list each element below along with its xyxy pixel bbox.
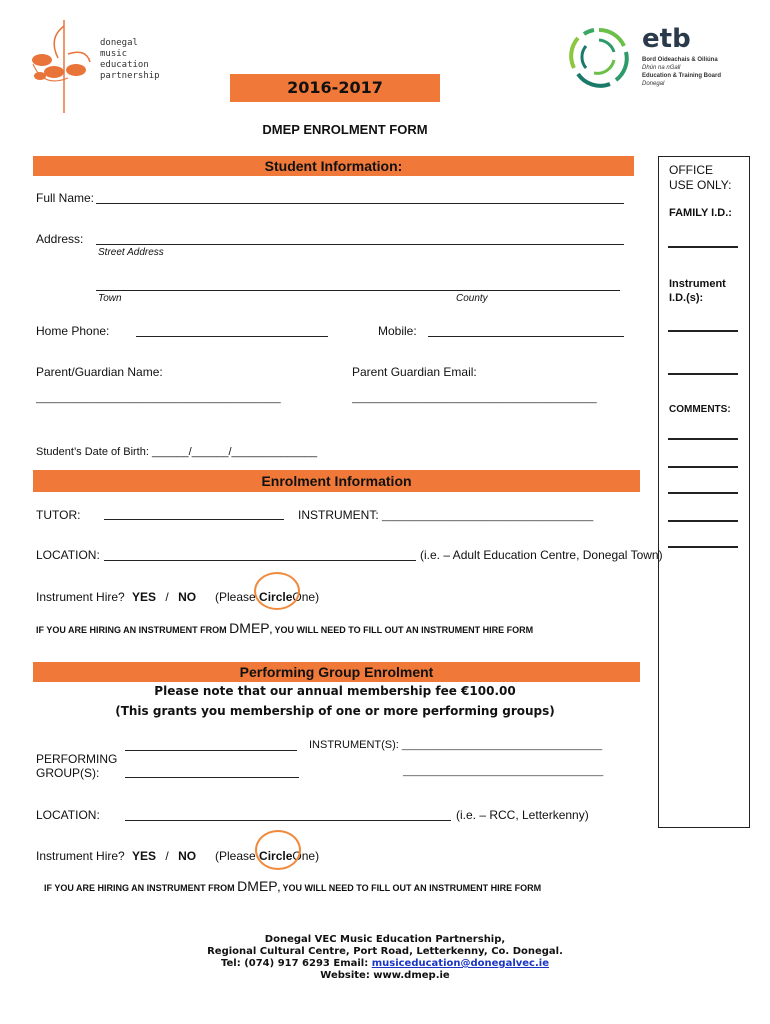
instrument-label-text: INSTRUMENT: [298, 508, 382, 522]
notice-post: , YOU WILL NEED TO FILL OUT AN INSTRUMENT HIRE FORM [269, 625, 534, 635]
etb-subtext [642, 56, 721, 88]
performing-location-hint: (i.e. – RCC, Letterkenny) [456, 808, 589, 822]
footer-email-link[interactable]: musiceducation@donegalvec.ie [371, 958, 549, 969]
parent-email-label: Parent Guardian Email: [352, 365, 477, 379]
hire-yes-option[interactable]: YES [132, 590, 157, 604]
home-phone-field[interactable] [136, 336, 328, 337]
grant-note: (This grants you membership of one or more performing groups) [115, 704, 555, 718]
form-title: DMEP ENROLMENT FORM [262, 122, 428, 137]
dmep-logo-graphic [28, 18, 98, 118]
notice-pre-2: IF YOU ARE HIRING AN INSTRUMENT FROM [44, 883, 238, 893]
circle-word-2: Circle [259, 849, 293, 863]
location-field[interactable] [104, 560, 416, 561]
circle-word: Circle [259, 590, 293, 604]
logo-line-1: donegal [100, 38, 138, 48]
performing-group-field-1[interactable] [125, 750, 297, 751]
tutor-field[interactable] [104, 519, 284, 520]
hire-yes-option-2[interactable]: YES [132, 849, 157, 863]
enrolment-info-header [30, 470, 640, 492]
hire-label-2: Instrument Hire? [36, 849, 125, 863]
family-id-field[interactable] [668, 246, 738, 248]
street-address-label: Street Address [98, 247, 164, 258]
hire-slash: / [165, 590, 169, 604]
hire-notice [36, 620, 533, 636]
family-id-label: FAMILY I.D.: [669, 207, 732, 219]
street-address-field[interactable] [96, 244, 624, 245]
instrument-field[interactable]: ______________________________________ [382, 511, 594, 522]
performing-label-2: GROUP(S): [36, 766, 100, 780]
town-label: Town [98, 293, 122, 304]
student-info-header [30, 156, 634, 176]
instrument-id-field-1[interactable] [668, 330, 738, 332]
footer-line-4: Website: www.dmep.ie [320, 970, 450, 981]
office-use-title: OFFICE USE ONLY: [669, 163, 732, 192]
dob-field[interactable]: Student’s Date of Birth: ______/______/______________ [36, 446, 318, 458]
hire-slash-2: / [165, 849, 169, 863]
county-label: County [456, 293, 488, 304]
logo-line-2: music [100, 49, 128, 59]
enrolment-info-title: Enrolment Information [261, 473, 412, 489]
address-label: Address: [36, 232, 84, 246]
orange-circle-mark [254, 572, 300, 610]
logo-line-4: partnership [100, 71, 160, 81]
tutor-label: TUTOR: [36, 508, 81, 522]
etb-swirl-icon [566, 24, 632, 90]
instrument-hire-question-2 [36, 849, 196, 863]
performing-group-header [30, 662, 640, 682]
logo-line-3: education [100, 60, 149, 70]
etb-line-1: Bord Oideachais & Oiliúna [642, 57, 718, 63]
mobile-field[interactable] [428, 336, 624, 337]
parent-name-field[interactable]: ____________________________________________ [36, 393, 281, 404]
instrument-id-label: Instrument I.D.(s): [669, 278, 726, 304]
notice-pre: IF YOU ARE HIRING AN INSTRUMENT FROM [36, 625, 230, 635]
instrument-id-field-2[interactable] [668, 373, 738, 375]
student-info-title: Student Information: [264, 158, 403, 174]
hire-no-option[interactable]: NO [178, 590, 197, 604]
comments-line-5[interactable] [668, 546, 738, 548]
location-label: LOCATION: [36, 548, 100, 562]
notice-dmep-2: DMEP [237, 878, 278, 894]
town-county-field[interactable] [96, 290, 620, 291]
instruments-field-1[interactable]: ________________________________________ [401, 740, 603, 750]
performing-group-title: Performing Group Enrolment [239, 664, 434, 680]
location-hint: (i.e. – Adult Education Centre, Donegal Town) [420, 548, 663, 562]
footer [0, 934, 770, 982]
orange-circle-mark-2 [255, 830, 301, 870]
performing-location-label: LOCATION: [36, 808, 100, 822]
mobile-label: Mobile: [378, 324, 417, 338]
comments-line-4[interactable] [668, 520, 738, 522]
full-name-field[interactable] [96, 203, 624, 204]
etb-line-4: Donegal [642, 81, 665, 87]
comments-line-1[interactable] [668, 438, 738, 440]
footer-line-3 [0, 958, 770, 970]
instrument-label [298, 508, 593, 522]
please-text-2: (Please [215, 849, 256, 863]
performing-location-field[interactable] [125, 820, 451, 821]
please-text: (Please [215, 590, 256, 604]
fee-note: Please note that our annual membership fee €100.00 [154, 684, 516, 698]
hire-notice-2 [44, 878, 541, 894]
footer-line-1: Donegal VEC Music Education Partnership, [264, 934, 506, 945]
year-badge [230, 74, 440, 102]
instrument-hire-question [36, 590, 196, 604]
parent-email-field[interactable]: ____________________________________________ [352, 393, 597, 404]
footer-tel: Tel: (074) 917 6293 Email: [221, 958, 372, 969]
parent-name-label: Parent/Guardian Name: [36, 365, 163, 379]
dmep-logo [28, 18, 178, 118]
dmep-logo-text [100, 38, 160, 82]
etb-line-3: Education & Training Board [642, 73, 722, 79]
performing-label-1: PERFORMING [36, 752, 118, 766]
footer-line-2: Regional Cultural Centre, Port Road, Letterkenny, Co. Donegal. [207, 946, 563, 957]
notice-dmep: DMEP [229, 620, 270, 636]
hire-label: Instrument Hire? [36, 590, 125, 604]
notice-post-2: , YOU WILL NEED TO FILL OUT AN INSTRUMENT HIRE FORM [277, 883, 542, 893]
home-phone-label: Home Phone: [36, 324, 110, 338]
instruments-label-text: INSTRUMENT(S): [309, 739, 402, 751]
one-text: One) [292, 590, 320, 604]
etb-line-2: Dhún na nGall [642, 65, 681, 71]
etb-wordmark: etb [642, 24, 691, 54]
comments-label: COMMENTS: [669, 404, 731, 415]
comments-line-2[interactable] [668, 466, 738, 468]
etb-logo [566, 24, 746, 94]
instruments-label [309, 739, 602, 751]
hire-no-option-2[interactable]: NO [178, 849, 197, 863]
year-text: 2016-2017 [287, 78, 383, 97]
one-text-2: One) [292, 849, 320, 863]
comments-line-3[interactable] [668, 492, 738, 494]
full-name-label: Full Name: [36, 191, 95, 205]
instruments-field-2[interactable]: ________________________________________ [403, 766, 604, 776]
performing-group-field-2[interactable] [125, 777, 299, 778]
